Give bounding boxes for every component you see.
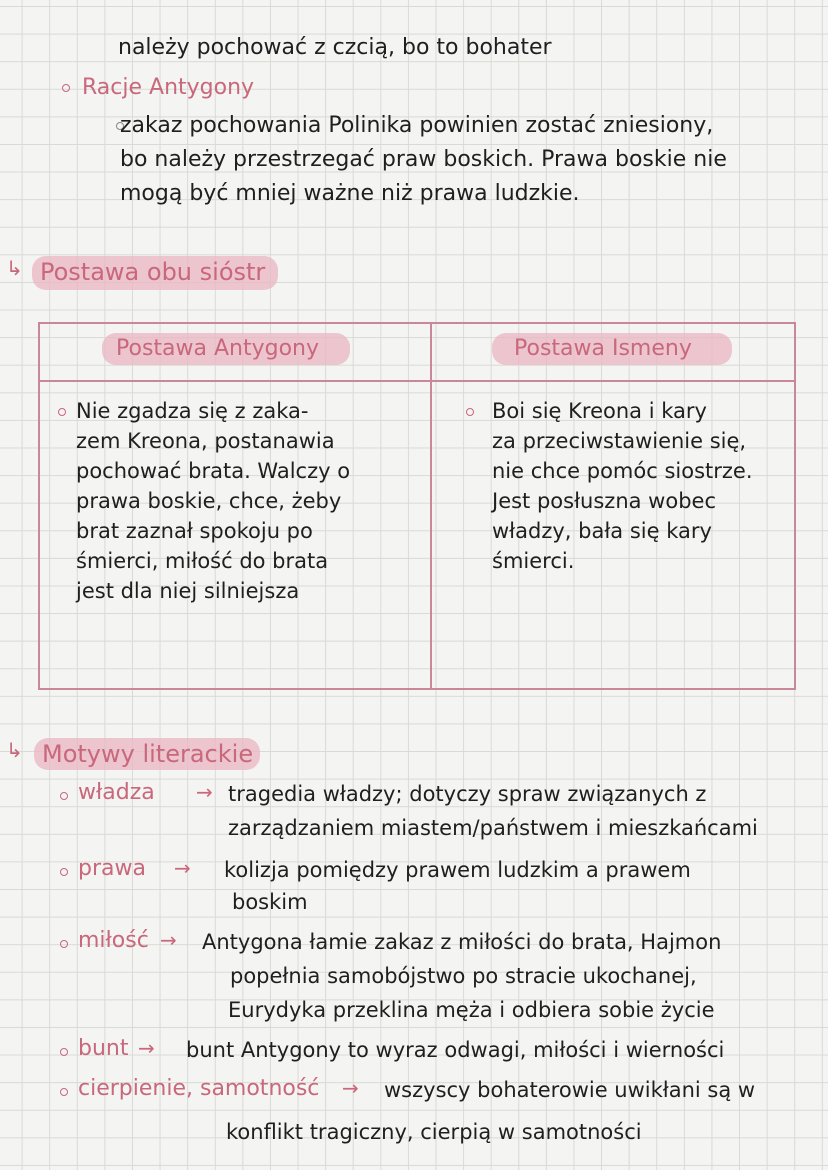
right-arrow-icon: →: [196, 780, 213, 804]
right-arrow-icon: →: [138, 1036, 155, 1060]
postawa-title: Postawa obu sióstr: [40, 258, 266, 286]
racje-line-1: zakaz pochowania Polinika powinien zostać zniesiony,: [120, 113, 714, 138]
motive-text: Antygona łamie zakaz z miłości do brata, Hajmon: [202, 930, 722, 954]
bullet-icon: [60, 1088, 68, 1096]
bullet-icon: [62, 84, 70, 92]
table-divider: [40, 380, 794, 382]
motive-text: bunt Antygony to wyraz odwagi, miłości i wierności: [186, 1038, 725, 1062]
motive-term: miłość: [78, 928, 149, 953]
corner-arrow-icon: ↳: [6, 256, 23, 280]
motive-term: władza: [78, 780, 155, 805]
col2-line: za przeciwstawienie się,: [492, 429, 747, 453]
col1-line: brat zaznał spokoju po: [76, 519, 313, 543]
racje-title: Racje Antygony: [82, 75, 255, 100]
col1-line: jest dla niej silniejsza: [76, 579, 300, 603]
col2-line: nie chce pomóc siostrze.: [492, 459, 753, 483]
postawa-table: [38, 322, 796, 690]
right-arrow-icon: →: [160, 928, 177, 952]
table-divider: [430, 324, 432, 688]
bullet-icon: [60, 792, 68, 800]
col2-header: Postawa Ismeny: [514, 336, 692, 361]
motive-term: cierpienie, samotność: [78, 1076, 320, 1101]
motive-term: bunt: [78, 1036, 129, 1061]
motive-text: wszyscy bohaterowie uwikłani są w: [384, 1078, 756, 1102]
bullet-icon: [58, 408, 66, 416]
col1-line: śmierci, miłość do brata: [76, 549, 329, 573]
right-arrow-icon: →: [342, 1076, 359, 1100]
col1-line: Nie zgadza się z zaka-: [76, 399, 309, 423]
motive-text: boskim: [232, 890, 308, 914]
col1-line: prawa boskie, chce, żeby: [76, 489, 342, 513]
col1-body: [76, 396, 350, 606]
motive-text: konflikt tragiczny, cierpią w samotności: [226, 1120, 642, 1144]
motive-text: zarządzaniem miastem/państwem i mieszkańcami: [228, 816, 758, 840]
col2-line: śmierci.: [492, 549, 575, 573]
motive-text: Eurydyka przeklina męża i odbiera sobie życie: [228, 998, 715, 1022]
col2-line: Jest posłuszna wobec: [492, 489, 716, 513]
intro-line: należy pochować z czcią, bo to bohater: [118, 35, 552, 60]
motive-term: prawa: [78, 856, 146, 881]
bullet-icon: [60, 868, 68, 876]
col1-header: Postawa Antygony: [116, 336, 320, 361]
motywy-title: Motywy literackie: [42, 740, 254, 768]
col2-line: władzy, bała się kary: [492, 519, 712, 543]
col2-body: [492, 396, 753, 576]
bullet-icon: [466, 408, 474, 416]
col2-line: Boi się Kreona i kary: [492, 399, 707, 423]
corner-arrow-icon: ↳: [6, 738, 23, 762]
bullet-icon: [60, 1048, 68, 1056]
col1-line: pochować brata. Walczy o: [76, 459, 351, 483]
racje-line-3: mogą być mniej ważne niż prawa ludzkie.: [120, 181, 580, 206]
col1-line: zem Kreona, postanawia: [76, 429, 335, 453]
bullet-icon: [60, 940, 68, 948]
racje-line-2: bo należy przestrzegać praw boskich. Prawa boskie nie: [120, 147, 727, 172]
motive-text: kolizja pomiędzy prawem ludzkim a prawem: [224, 858, 691, 882]
right-arrow-icon: →: [174, 856, 191, 880]
motive-text: popełnia samobójstwo po stracie ukochanej,: [230, 964, 697, 988]
motive-text: tragedia władzy; dotyczy spraw związanych z: [228, 782, 707, 806]
